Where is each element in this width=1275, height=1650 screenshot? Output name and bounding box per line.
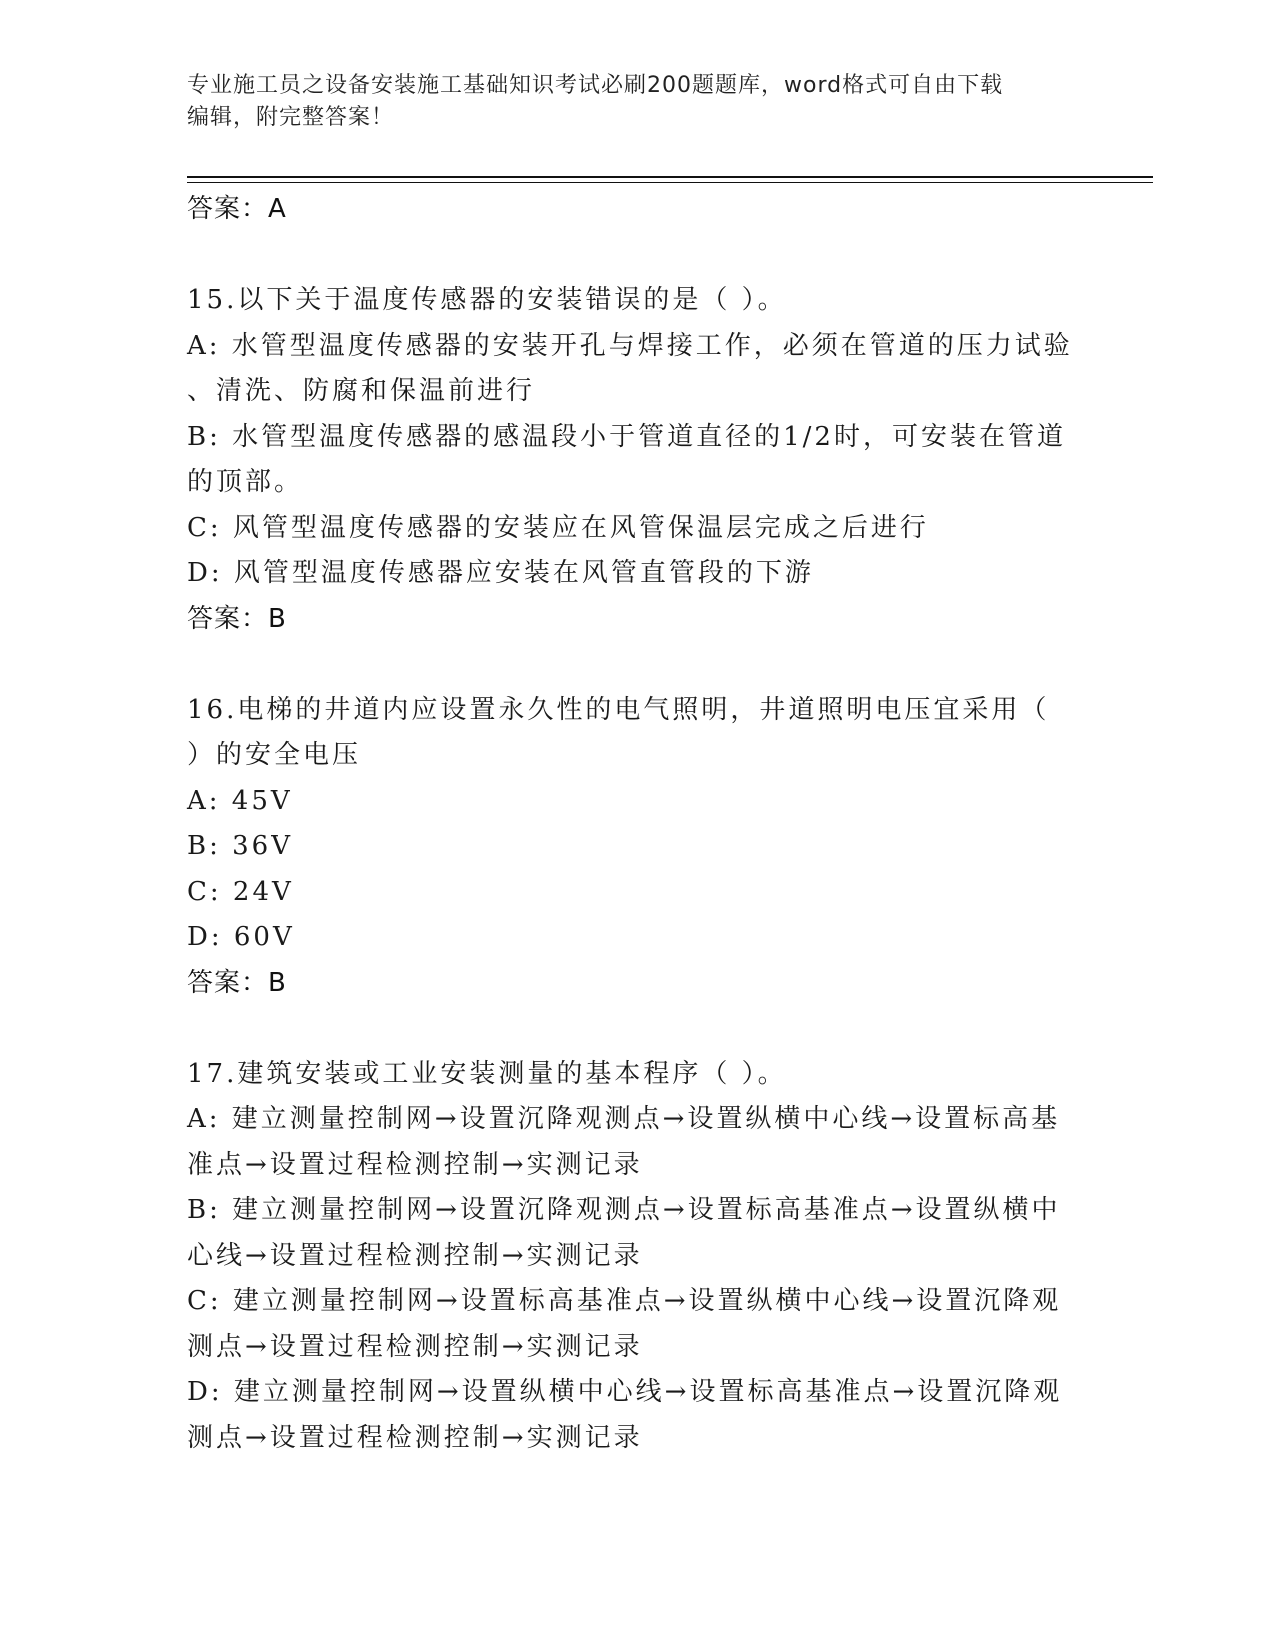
question-16-option-c: C: 24V [187, 876, 294, 907]
question-15-text: 15.以下关于温度传感器的安装错误的是（ ）。 [187, 285, 787, 315]
question-15-option-b: B: 水管型温度传感器的感温段小于管道直径的1/2时，可安装在管道 [187, 421, 1066, 452]
question-17-option-d-cont: 测点→设置过程检测控制→实测记录 [187, 1422, 643, 1453]
document-header [187, 70, 1067, 134]
question-16-option-a: A: 45V [187, 785, 293, 816]
question-15-option-c: C: 风管型温度传感器的安装应在风管保温层完成之后进行 [187, 512, 929, 543]
question-15-option-a-cont: 、清洗、防腐和保温前进行 [187, 376, 536, 406]
question-16-option-b: B: 36V [187, 831, 293, 861]
question-17-option-b: B: 建立测量控制网→设置沉降观测点→设置标高基准点→设置纵横中 [187, 1195, 1061, 1225]
header-divider-thin [187, 182, 1153, 183]
header-divider-thick [187, 176, 1153, 178]
question-17 [187, 1052, 1087, 1462]
spacer [187, 1006, 1087, 1052]
question-15-option-a: A: 水管型温度传感器的安装开孔与焊接工作，必须在管道的压力试验 [187, 330, 1073, 361]
header-line-1: 专业施工员之设备安装施工基础知识考试必刷200题题库，word格式可自由下载 [187, 73, 1004, 98]
document-body [187, 187, 1087, 1461]
question-17-option-a-cont: 准点→设置过程检测控制→实测记录 [187, 1149, 643, 1180]
spacer [187, 642, 1087, 688]
question-15-option-b-cont: 的顶部。 [187, 467, 304, 497]
question-17-option-c: C: 建立测量控制网→设置标高基准点→设置纵横中心线→设置沉降观 [187, 1286, 1062, 1316]
question-15-answer: 答案：B [187, 603, 287, 634]
question-16-answer: 答案：B [187, 967, 287, 998]
header-line-2: 编辑，附完整答案！ [187, 105, 395, 130]
question-17-option-a: A: 建立测量控制网→设置沉降观测点→设置纵横中心线→设置标高基 [187, 1104, 1061, 1134]
question-15-option-d: D: 风管型温度传感器应安装在风管直管段的下游 [187, 558, 814, 588]
answer-prev: 答案：A [187, 194, 287, 224]
question-16-text: 16.电梯的井道内应设置永久性的电气照明，井道照明电压宜采用（ [187, 694, 1050, 725]
question-17-option-d: D: 建立测量控制网→设置纵横中心线→设置标高基准点→设置沉降观 [187, 1377, 1063, 1407]
question-17-option-b-cont: 心线→设置过程检测控制→实测记录 [187, 1240, 643, 1271]
question-17-text: 17.建筑安装或工业安装测量的基本程序（ ）。 [187, 1058, 787, 1089]
spacer [187, 233, 1087, 279]
question-17-option-c-cont: 测点→设置过程检测控制→实测记录 [187, 1331, 643, 1362]
question-16 [187, 688, 1087, 1007]
question-16-option-d: D: 60V [187, 922, 295, 952]
question-16-text-cont: ）的安全电压 [187, 740, 362, 770]
question-15 [187, 278, 1087, 642]
